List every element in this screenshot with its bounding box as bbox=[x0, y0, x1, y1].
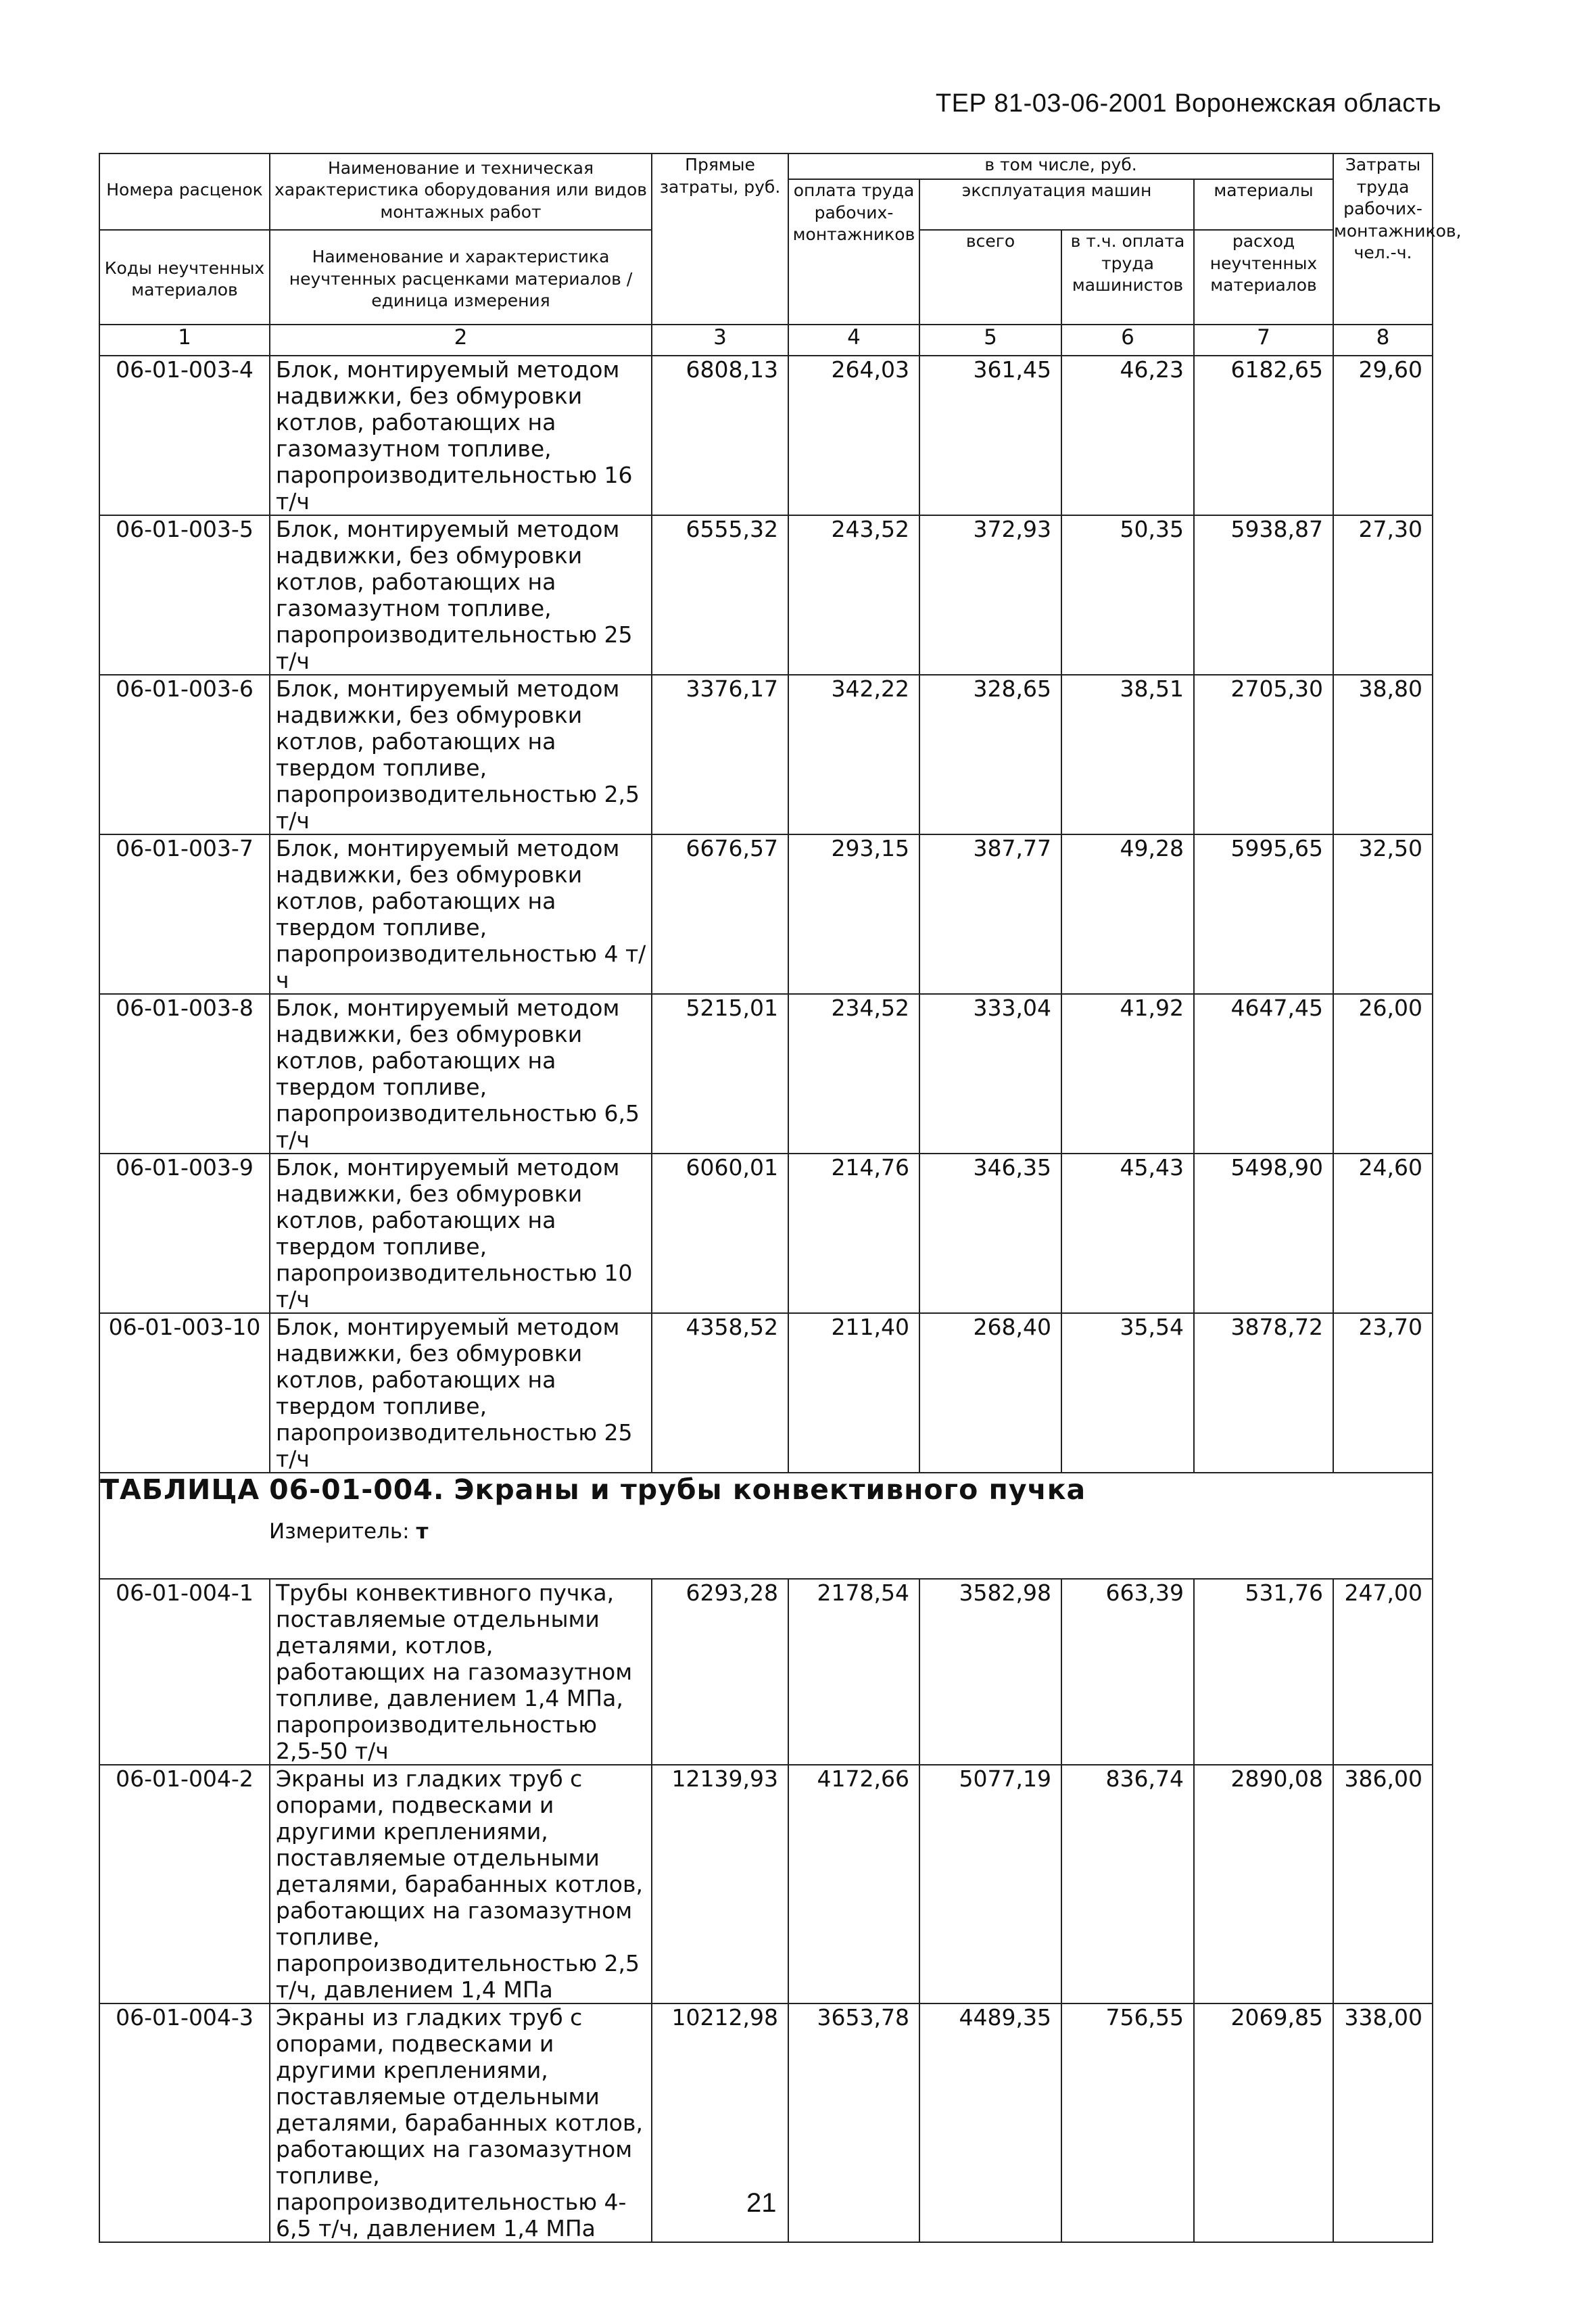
labor-cost: 243,52 bbox=[788, 515, 919, 675]
rate-code: 06-01-004-1 bbox=[99, 1579, 270, 1765]
header-col2-bottom: Наименование и характеристика неучтенных расценками материалов / единица измерения bbox=[289, 247, 633, 311]
header-col2 bbox=[270, 153, 652, 325]
column-number: 7 bbox=[1194, 325, 1333, 356]
labor-hours: 27,30 bbox=[1333, 515, 1433, 675]
table-label: ТАБЛИЦА bbox=[100, 1473, 260, 1506]
machinists-cost: 756,55 bbox=[1061, 2003, 1194, 2242]
machinists-cost: 836,74 bbox=[1061, 1765, 1194, 2003]
header-col2-top: Наименование и техническая характеристика оборудования или видов монтажных работ bbox=[270, 154, 651, 231]
rate-code: 06-01-004-3 bbox=[99, 2003, 270, 2242]
table-row bbox=[99, 994, 1433, 1154]
direct-cost: 6676,57 bbox=[652, 834, 788, 994]
table-row bbox=[99, 1313, 1433, 1473]
machinists-cost: 45,43 bbox=[1061, 1154, 1194, 1313]
rate-name: Блок, монтируемый методом надвижки, без обмуровки котлов, работающих на газомазутном топливе, паропроизводительностью 25 т/ч bbox=[270, 515, 652, 675]
labor-hours: 24,60 bbox=[1333, 1154, 1433, 1313]
labor-cost: 234,52 bbox=[788, 994, 919, 1154]
machines-cost: 3582,98 bbox=[919, 1579, 1061, 1765]
labor-cost: 214,76 bbox=[788, 1154, 919, 1313]
machinists-cost: 41,92 bbox=[1061, 994, 1194, 1154]
table-title-cell bbox=[99, 1473, 1433, 1579]
machinists-cost: 49,28 bbox=[1061, 834, 1194, 994]
materials-cost: 3878,72 bbox=[1194, 1313, 1333, 1473]
table-row bbox=[99, 1154, 1433, 1313]
labor-cost: 342,22 bbox=[788, 675, 919, 834]
header-col3: Прямые затраты, руб. bbox=[652, 153, 788, 325]
column-number: 6 bbox=[1061, 325, 1194, 356]
table-body bbox=[99, 153, 1462, 2242]
direct-cost: 6060,01 bbox=[652, 1154, 788, 1313]
rate-name: Блок, монтируемый методом надвижки, без обмуровки котлов, работающих на твердом топливе, паропроизводительностью 2,5 т/ч bbox=[270, 675, 652, 834]
header-col1-bottom: Коды неучтенных материалов bbox=[104, 258, 265, 300]
labor-cost: 211,40 bbox=[788, 1313, 919, 1473]
rate-name: Блок, монтируемый методом надвижки, без обмуровки котлов, работающих на твердом топливе, паропроизводительностью 4 т/ч bbox=[270, 834, 652, 994]
rate-code: 06-01-003-7 bbox=[99, 834, 270, 994]
labor-cost: 2178,54 bbox=[788, 1579, 919, 1765]
rate-code: 06-01-003-4 bbox=[99, 356, 270, 515]
column-number: 4 bbox=[788, 325, 919, 356]
direct-cost: 6293,28 bbox=[652, 1579, 788, 1765]
unit-value: т bbox=[416, 1519, 429, 1544]
direct-cost: 4358,52 bbox=[652, 1313, 788, 1473]
machinists-cost: 663,39 bbox=[1061, 1579, 1194, 1765]
labor-cost: 3653,78 bbox=[788, 2003, 919, 2242]
table-unit bbox=[269, 1519, 1432, 1544]
materials-cost: 4647,45 bbox=[1194, 994, 1333, 1154]
labor-hours: 386,00 bbox=[1333, 1765, 1433, 2003]
column-number: 2 bbox=[270, 325, 652, 356]
table-row bbox=[99, 515, 1433, 675]
document-title: ТЕР 81-03-06-2001 Воронежская область bbox=[935, 89, 1441, 118]
labor-cost: 264,03 bbox=[788, 356, 919, 515]
materials-cost: 5995,65 bbox=[1194, 834, 1333, 994]
column-numbers-row bbox=[99, 325, 1433, 356]
rates-table bbox=[99, 153, 1462, 2243]
header-col4: оплата труда рабочих-монтажников bbox=[788, 179, 919, 325]
rate-name: Экраны из гладких труб с опорами, подвесками и другими креплениями, поставляемые отдельными деталями, барабанных котлов, работающих на газомазутном топливе, паропроизводительностью 2,5 т/ч, давлением 1,4 МПа bbox=[270, 1765, 652, 2003]
materials-cost: 2890,08 bbox=[1194, 1765, 1333, 2003]
rate-code: 06-01-003-9 bbox=[99, 1154, 270, 1313]
table-title bbox=[100, 1473, 1432, 1506]
materials-cost: 531,76 bbox=[1194, 1579, 1333, 1765]
machines-cost: 328,65 bbox=[919, 675, 1061, 834]
rate-code: 06-01-003-10 bbox=[99, 1313, 270, 1473]
table-row bbox=[99, 834, 1433, 994]
header-col1 bbox=[99, 153, 270, 325]
machines-cost: 361,45 bbox=[919, 356, 1061, 515]
rate-name: Блок, монтируемый методом надвижки, без обмуровки котлов, работающих на твердом топливе, паропроизводительностью 10 т/ч bbox=[270, 1154, 652, 1313]
direct-cost: 6808,13 bbox=[652, 356, 788, 515]
rate-code: 06-01-003-8 bbox=[99, 994, 270, 1154]
table-name: Экраны и трубы конвективного пучка bbox=[454, 1473, 1086, 1506]
header-row-1 bbox=[99, 153, 1433, 179]
direct-cost: 12139,93 bbox=[652, 1765, 788, 2003]
labor-cost: 4172,66 bbox=[788, 1765, 919, 2003]
header-col8: Затраты труда рабочих-монтажников, чел.-ч. bbox=[1333, 153, 1433, 325]
header-col1-top: Номера расценок bbox=[100, 154, 269, 231]
rate-name: Трубы конвективного пучка, поставляемые отдельными деталями, котлов, работающих на газомазутном топливе, давлением 1,4 МПа, паропроизводительностью 2,5-50 т/ч bbox=[270, 1579, 652, 1765]
column-number: 3 bbox=[652, 325, 788, 356]
header-machines: эксплуатация машин bbox=[919, 179, 1194, 230]
table-number: 06-01-004. bbox=[269, 1473, 445, 1506]
rate-name: Блок, монтируемый методом надвижки, без обмуровки котлов, работающих на газомазутном топливе, паропроизводительностью 16 т/ч bbox=[270, 356, 652, 515]
header-col6: в т.ч. оплата труда машинистов bbox=[1061, 230, 1194, 325]
machines-cost: 387,77 bbox=[919, 834, 1061, 994]
header-col5: всего bbox=[919, 230, 1061, 325]
unit-label: Измеритель: bbox=[269, 1519, 410, 1544]
labor-hours: 26,00 bbox=[1333, 994, 1433, 1154]
machinists-cost: 38,51 bbox=[1061, 675, 1194, 834]
machines-cost: 333,04 bbox=[919, 994, 1061, 1154]
materials-cost: 5938,87 bbox=[1194, 515, 1333, 675]
header-group: в том числе, руб. bbox=[788, 153, 1333, 179]
materials-cost: 5498,90 bbox=[1194, 1154, 1333, 1313]
rate-name: Блок, монтируемый методом надвижки, без обмуровки котлов, работающих на твердом топливе, паропроизводительностью 25 т/ч bbox=[270, 1313, 652, 1473]
header-materials: материалы bbox=[1194, 179, 1333, 230]
materials-cost: 2069,85 bbox=[1194, 2003, 1333, 2242]
labor-cost: 293,15 bbox=[788, 834, 919, 994]
column-number: 8 bbox=[1333, 325, 1433, 356]
direct-cost: 6555,32 bbox=[652, 515, 788, 675]
table-row bbox=[99, 356, 1433, 515]
labor-hours: 32,50 bbox=[1333, 834, 1433, 994]
machinists-cost: 46,23 bbox=[1061, 356, 1194, 515]
machines-cost: 5077,19 bbox=[919, 1765, 1061, 2003]
rate-code: 06-01-003-5 bbox=[99, 515, 270, 675]
table-title-row bbox=[99, 1473, 1433, 1579]
rate-name: Экраны из гладких труб с опорами, подвесками и другими креплениями, поставляемые отдельными деталями, барабанных котлов, работающих на газомазутном топливе, паропроизводительностью 4-6,5 т/ч, давлением 1,4 МПа bbox=[270, 2003, 652, 2242]
rate-code: 06-01-004-2 bbox=[99, 1765, 270, 2003]
materials-cost: 6182,65 bbox=[1194, 356, 1333, 515]
table-row bbox=[99, 1579, 1433, 1765]
direct-cost: 5215,01 bbox=[652, 994, 788, 1154]
direct-cost: 10212,98 bbox=[652, 2003, 788, 2242]
labor-hours: 38,80 bbox=[1333, 675, 1433, 834]
materials-cost: 2705,30 bbox=[1194, 675, 1333, 834]
machines-cost: 372,93 bbox=[919, 515, 1061, 675]
column-number: 1 bbox=[99, 325, 270, 356]
labor-hours: 29,60 bbox=[1333, 356, 1433, 515]
machines-cost: 268,40 bbox=[919, 1313, 1061, 1473]
labor-hours: 338,00 bbox=[1333, 2003, 1433, 2242]
rate-name: Блок, монтируемый методом надвижки, без обмуровки котлов, работающих на твердом топливе, паропроизводительностью 6,5 т/ч bbox=[270, 994, 652, 1154]
page-number: 21 bbox=[746, 2188, 777, 2218]
machinists-cost: 50,35 bbox=[1061, 515, 1194, 675]
labor-hours: 23,70 bbox=[1333, 1313, 1433, 1473]
labor-hours: 247,00 bbox=[1333, 1579, 1433, 1765]
direct-cost: 3376,17 bbox=[652, 675, 788, 834]
table-row bbox=[99, 675, 1433, 834]
rate-code: 06-01-003-6 bbox=[99, 675, 270, 834]
machinists-cost: 35,54 bbox=[1061, 1313, 1194, 1473]
table-row bbox=[99, 1765, 1433, 2003]
header-col7: расход неучтенных материалов bbox=[1194, 230, 1333, 325]
column-number: 5 bbox=[919, 325, 1061, 356]
machines-cost: 4489,35 bbox=[919, 2003, 1061, 2242]
machines-cost: 346,35 bbox=[919, 1154, 1061, 1313]
